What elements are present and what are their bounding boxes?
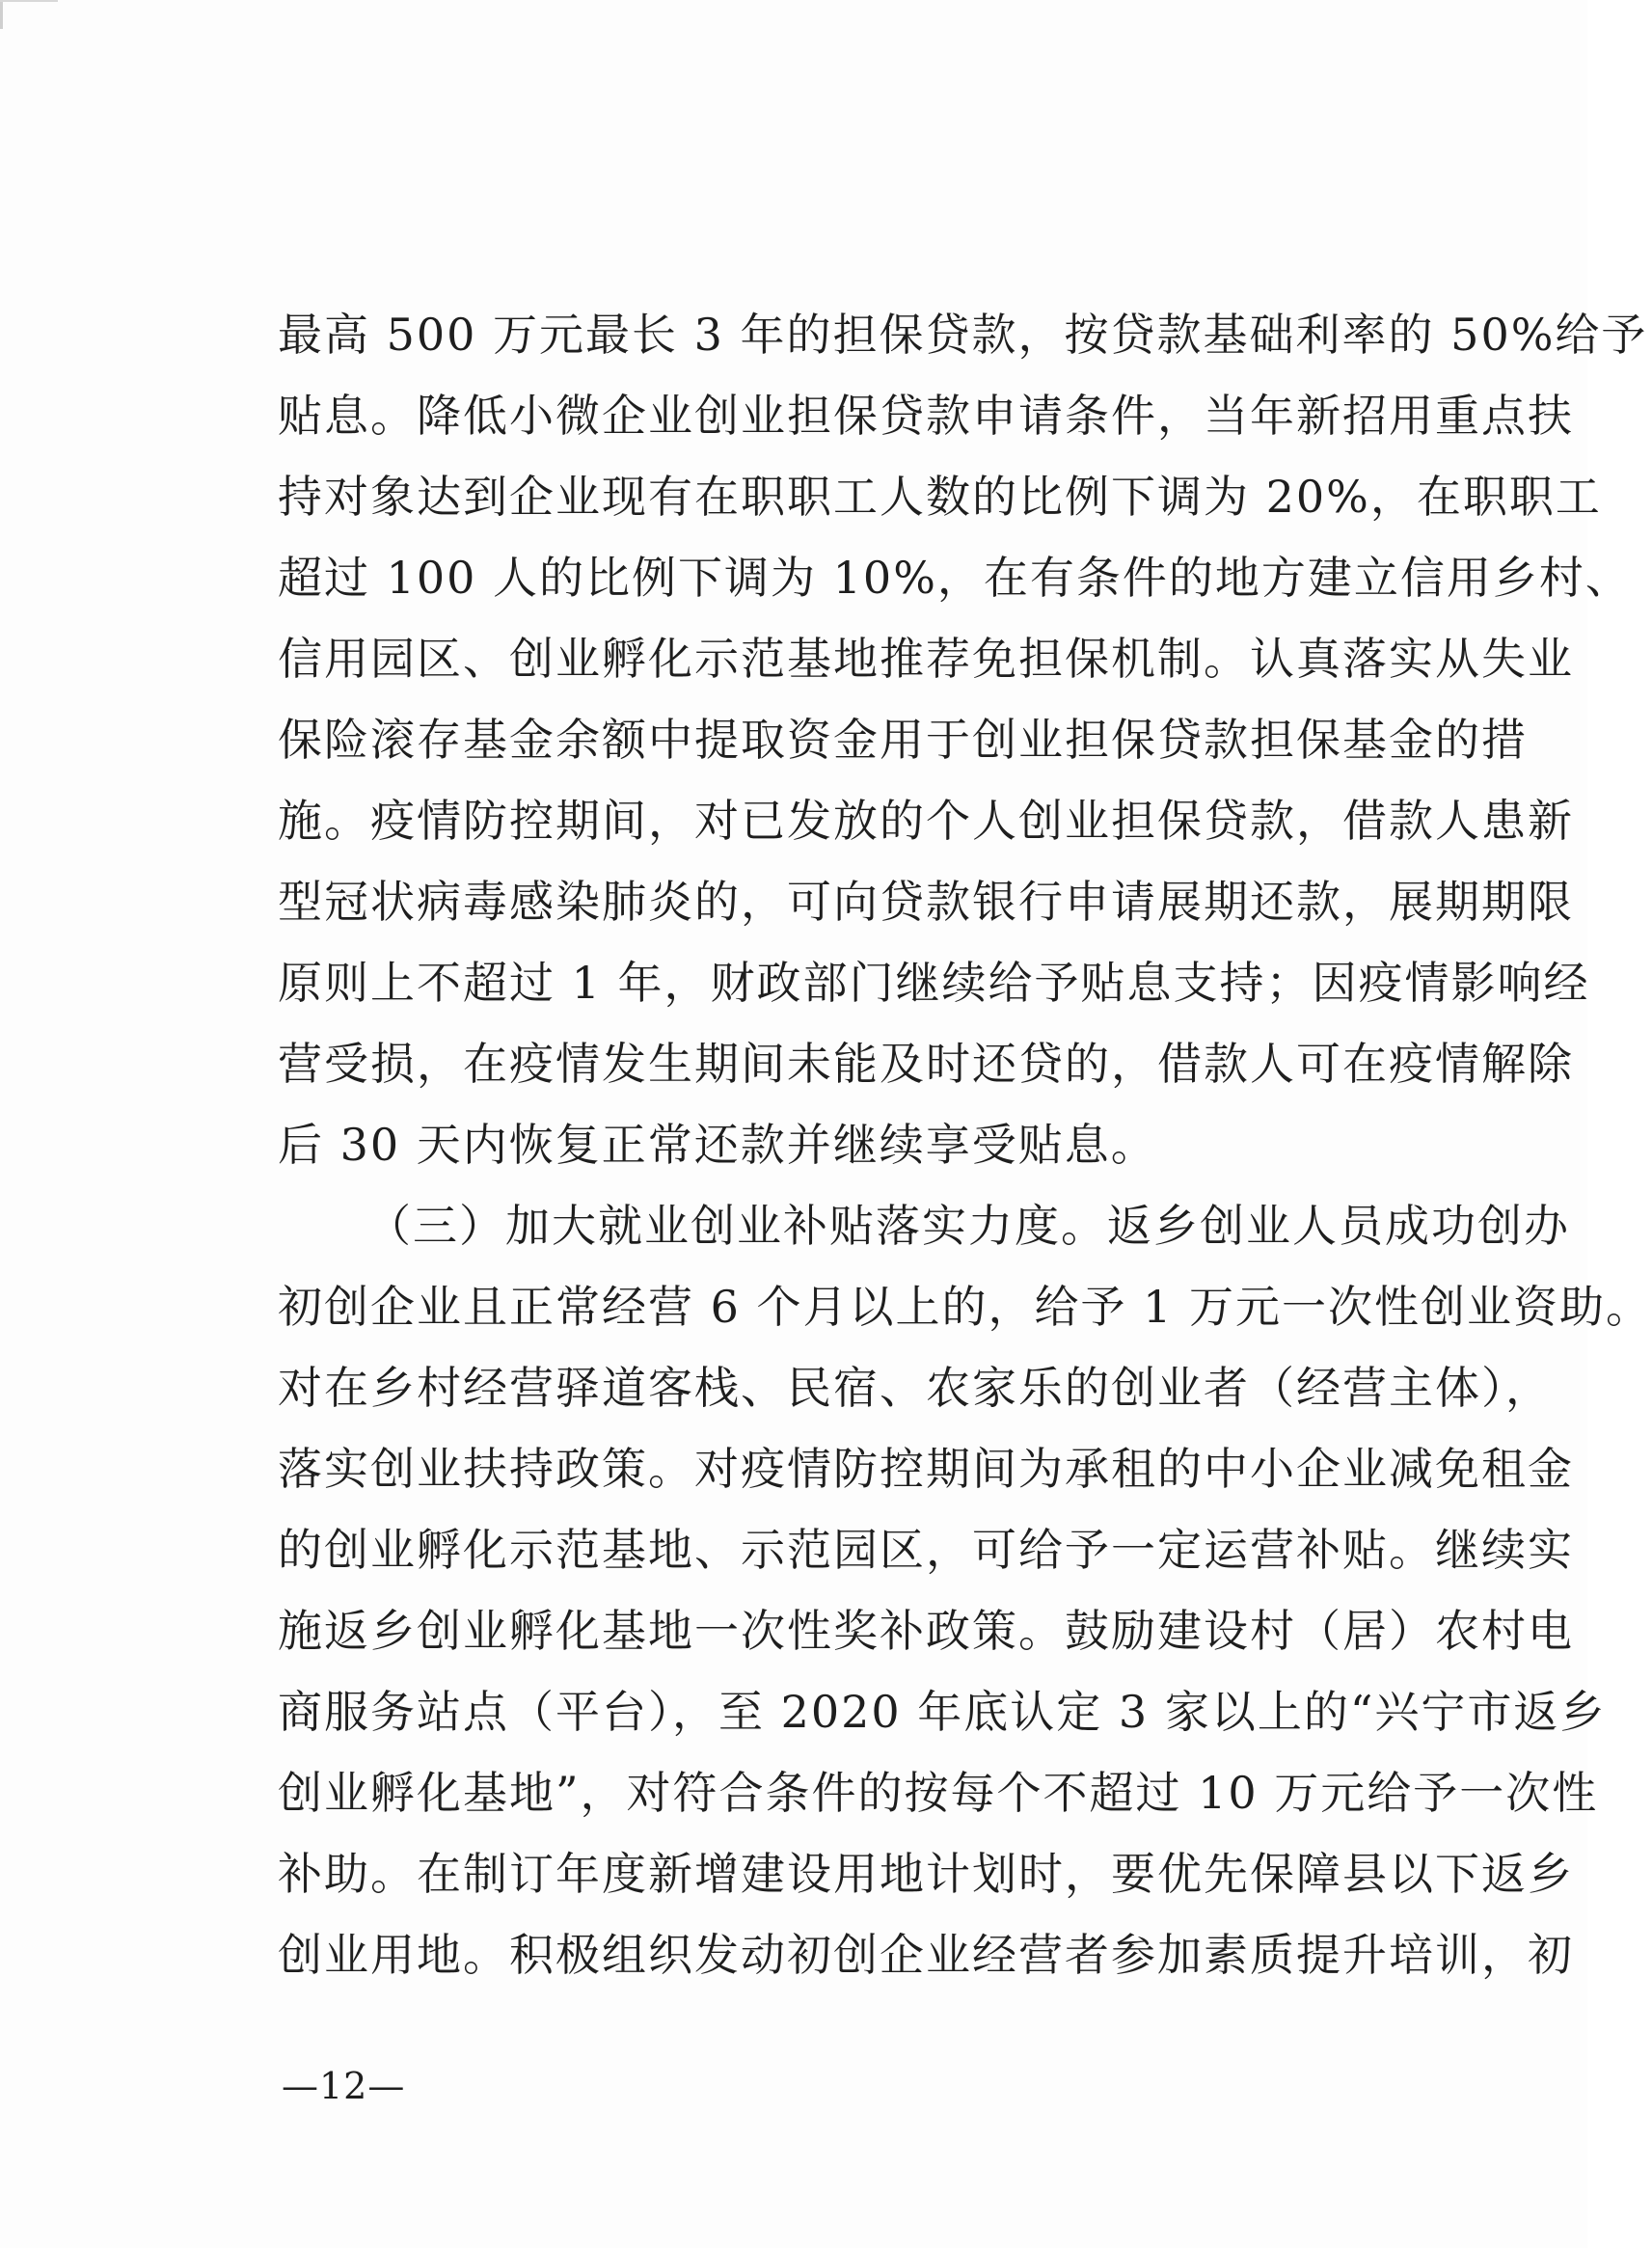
paragraph-2 [278,1185,1652,1995]
section-heading-line: （三）加大就业创业补贴落实力度。返乡创业人员成功创办 [366,1200,1570,1252]
paragraph-1 [278,294,1648,1185]
text-line: 创业用地。积极组织发动初创企业经营者参加素质提升培训，初 [278,1929,1574,1981]
text-line: 对在乡村经营驿道客栈、民宿、农家乐的创业者（经营主体）， [278,1362,1552,1414]
scan-edge-mark [0,0,58,2]
text-line: 贴息。降低小微企业创业担保贷款申请条件，当年新招用重点扶 [278,390,1574,442]
page-number: —12— [282,2065,406,2107]
text-line: 持对象达到企业现有在职职工人数的比例下调为 20%，在职职工 [278,471,1602,523]
text-line: 创业孵化基地”，对符合条件的按每个不超过 10 万元给予一次性 [278,1767,1599,1819]
text-line: 初创企业且正常经营 6 个月以上的，给予 1 万元一次性创业资助。 [278,1281,1652,1333]
text-line: 补助。在制订年度新增建设用地计划时，要优先保障县以下返乡 [278,1848,1574,1900]
text-line: 后 30 天内恢复正常还款并继续享受贴息。 [278,1119,1157,1171]
text-line: 落实创业扶持政策。对疫情防控期间为承租的中小企业减免租金 [278,1443,1574,1495]
text-line: 超过 100 人的比例下调为 10%，在有条件的地方建立信用乡村、 [278,552,1632,604]
text-line: 施。疫情防控期间，对已发放的个人创业担保贷款，借款人患新 [278,795,1574,847]
text-line: 施返乡创业孵化基地一次性奖补政策。鼓励建设村（居）农村电 [278,1605,1574,1657]
text-line: 原则上不超过 1 年，财政部门继续给予贴息支持；因疫情影响经 [278,957,1590,1009]
text-line: 的创业孵化示范基地、示范园区，可给予一定运营补贴。继续实 [278,1524,1574,1576]
text-line: 型冠状病毒感染肺炎的，可向贷款银行申请展期还款，展期期限 [278,876,1574,928]
scan-edge-mark [0,0,3,29]
text-line: 营受损，在疫情发生期间未能及时还贷的，借款人可在疫情解除 [278,1038,1574,1090]
text-line: 信用园区、创业孵化示范基地推荐免担保机制。认真落实从失业 [278,633,1574,685]
text-line: 商服务站点（平台），至 2020 年底认定 3 家以上的“兴宁市返乡 [278,1686,1607,1738]
text-line: 保险滚存基金余额中提取资金用于创业担保贷款担保基金的措 [278,714,1528,766]
text-line: 最高 500 万元最长 3 年的担保贷款，按贷款基础利率的 50%给予 [278,309,1648,361]
body-text [278,294,1652,1995]
